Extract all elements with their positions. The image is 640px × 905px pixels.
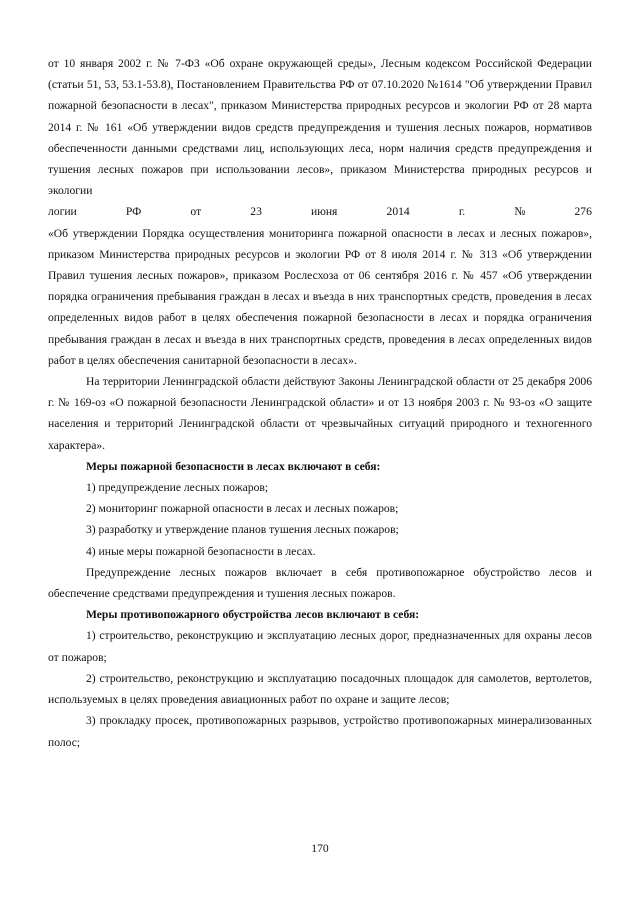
spread-word: 23 [250,205,262,219]
body-text [48,53,592,753]
spread-word: г. [458,205,466,219]
page-number: 170 [311,842,329,855]
spread-word: РФ [125,205,142,219]
list-item: 1) строительство, реконструкцию и эксплуатацию лесных дорог, предназначенных для охраны лесов от пожаров; [48,629,592,664]
spread-word: 276 [574,205,592,219]
list-item: 1) предупреждение лесных пожаров; [86,481,269,495]
list-item: 3) разработку и утверждение планов тушения лесных пожаров; [86,523,399,537]
list-item: 2) строительство, реконструкцию и эксплуатацию посадочных площадок для самолетов, вертолетов, используемых в целях проведения авиационных работ по охране и защите лесов; [48,671,592,707]
paragraph-prevention: Предупреждение лесных пожаров включает в себя противопожарное обустройство лесов и обеспечение средствами предупреждения и тушения лесных пожаров. [48,565,592,601]
paragraph-legal-basis: от 10 января 2002 г. № 7-ФЗ «Об охране окружающей среды», Лесным кодексом Российской Федерации (статьи 51, 53, 53.1-53.8), Постановлением Правительства РФ от 07.10.2020 №1614 "Об утверждении Правил пожарной безопасности в лесах", приказом Министерства природных ресурсов и экологии РФ от 28 марта 2014 г. № 161 «Об утверждении видов средств предупреждения и тушения лесных пожаров, нормативов обеспеченности данными средствами лиц, использующих леса, норм наличия средств предупреждения и тушения лесных пожаров при использовании лесов», приказом Министерства природных ресурсов и экологии [48,57,592,198]
heading-fire-safety-measures: Меры пожарной безопасности в лесах включают в себя: [86,459,381,473]
spread-word: июня [310,205,338,219]
list-item: 2) мониторинг пожарной опасности в лесах и лесных пожаров; [86,502,399,516]
spread-word: № [514,205,526,219]
spread-word: от [190,205,202,219]
spread-line [48,201,592,222]
spread-word: логии [48,205,77,219]
list-item: 4) иные меры пожарной безопасности в лесах. [86,544,316,558]
heading-fire-prevention-arrangement: Меры противопожарного обустройства лесов включают в себя: [86,608,420,622]
spread-word: 2014 [386,205,410,219]
paragraph-legal-basis-cont: «Об утверждении Порядка осуществления мониторинга пожарной опасности в лесах и лесных пожаров», приказом Министерства природных ресурсов и экологии РФ от 8 июля 2014 г. № 313 «Об утверждении Правил тушения лесных пожаров», приказом Рослесхоза от 06 сентября 2016 г. № 457 «Об утверждении порядка ограничения пребывания граждан в лесах и въезда в них транспортных средств, проведения в лесах определенных видов работ в целях обеспечения пожарной безопасности в лесах и порядка ограничения пребывания граждан в лесах и въезда в них транспортных средств, проведения в лесах определенных видов работ в целях обеспечения санитарной безопасности в лесах». [48,226,592,367]
paragraph-regional-laws: На территории Ленинградской области действуют Законы Ленинградской области от 25 декабря 2006 г. № 169-оз «О пожарной безопасности Ленинградской области» и от 13 ноября 2003 г. № 93-оз «О защите населения и территорий Ленинградской области от чрезвычайных ситуаций природного и техногенного характера». [48,375,592,452]
list-item: 3) прокладку просек, противопожарных разрывов, устройство противопожарных минерализованных полос; [48,714,592,749]
